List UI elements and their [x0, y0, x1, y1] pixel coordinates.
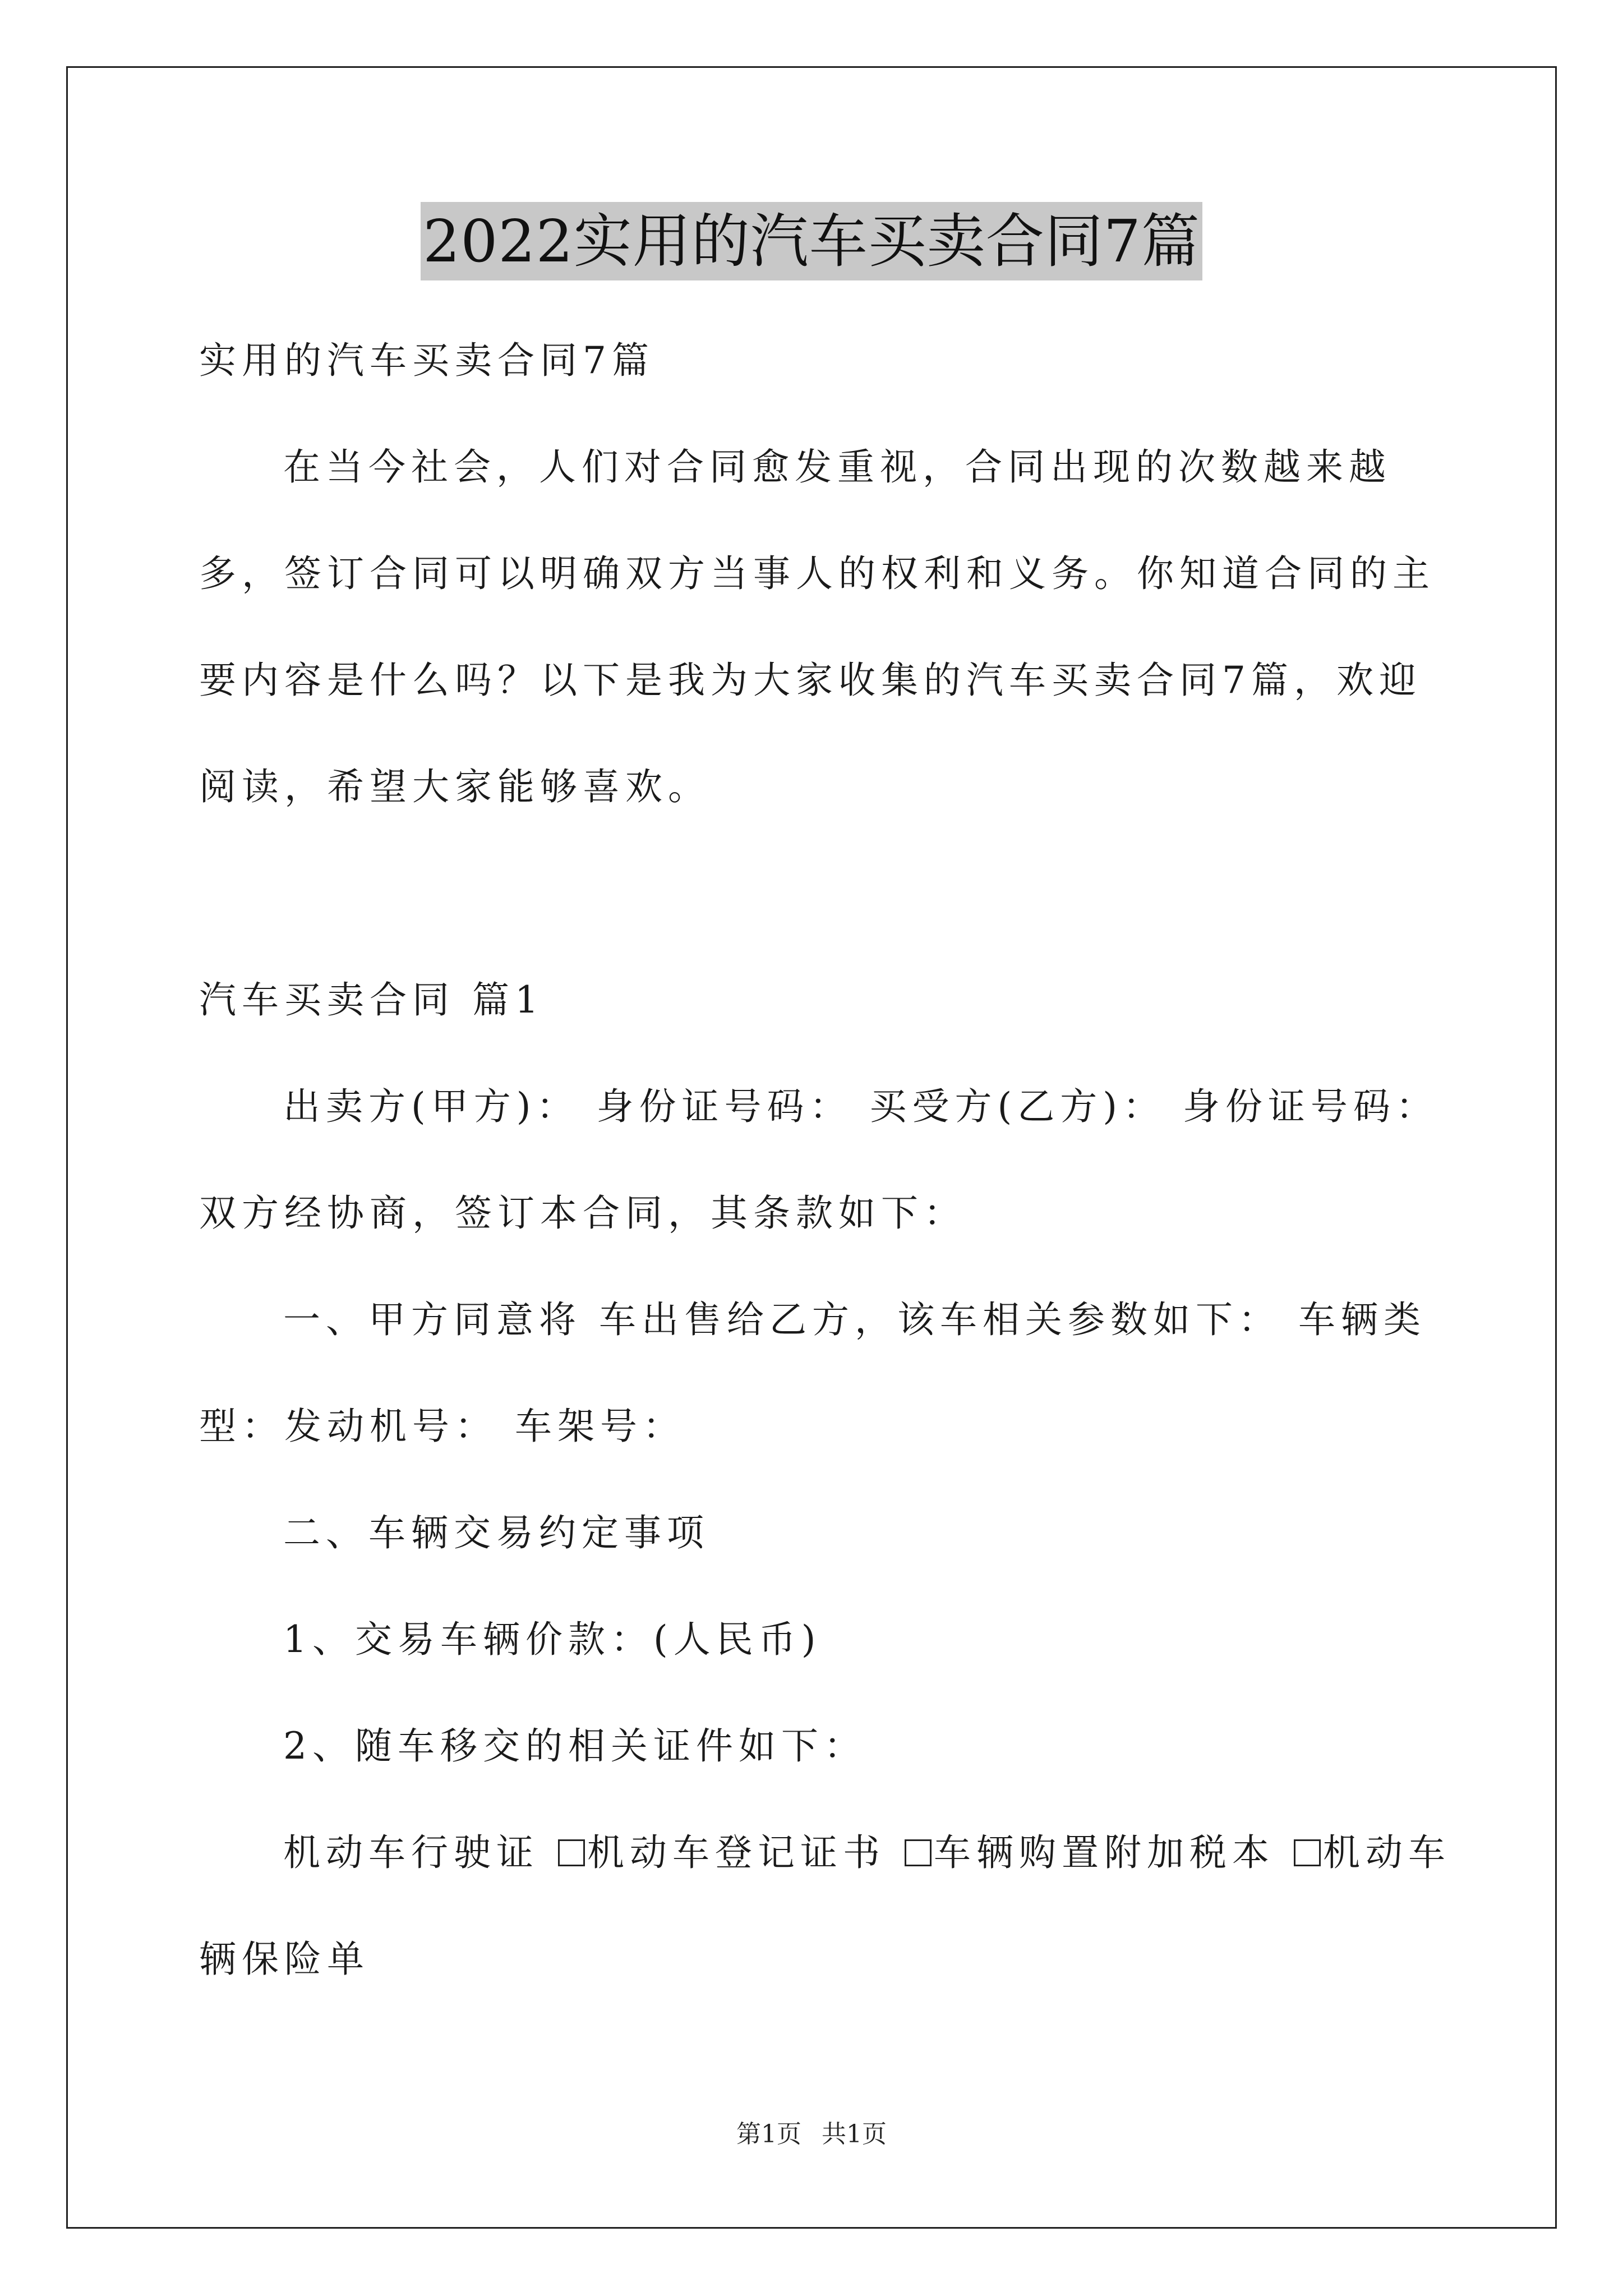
- clause-two-heading: 二、车辆交易约定事项: [283, 1511, 709, 1554]
- checkbox-icon[interactable]: [558, 1839, 585, 1866]
- document-body: [199, 307, 1455, 2013]
- item-two-paragraph: 2、随车移交的相关证件如下：: [283, 1724, 866, 1768]
- doc-purchase-tax: 车辆购置附加税本: [934, 1831, 1275, 1874]
- clause-one-paragraph: 一、甲方同意将 车出售给乙方，该车相关参数如下： 车辆类型：发动机号： 车架号：: [199, 1298, 1426, 1448]
- doc-insurance-policy: 机动车辆保险单: [199, 1831, 1451, 1981]
- page-footer: [0, 2118, 1623, 2151]
- section-heading: 汽车买卖合同 篇1: [199, 978, 544, 1022]
- item-one-paragraph: 1、交易车辆价款：(人民币): [283, 1618, 822, 1661]
- title-container: [0, 202, 1623, 280]
- checkbox-icon[interactable]: [1294, 1839, 1321, 1866]
- documents-list: [199, 1800, 1455, 2013]
- checkbox-icon[interactable]: [905, 1839, 932, 1866]
- intro-paragraph: 在当今社会，人们对合同愈发重视，合同出现的次数越来越多，签订合同可以明确双方当事人的权利和义务。你知道合同的主要内容是什么吗？以下是我为大家收集的汽车买卖合同7篇，欢迎阅读，希望大家能够喜欢。: [199, 445, 1435, 808]
- subtitle: 实用的汽车买卖合同7篇: [199, 339, 654, 382]
- doc-registration-certificate: 机动车登记证书: [587, 1831, 886, 1874]
- page-number-total: 共1页: [822, 2120, 887, 2148]
- parties-paragraph: 出卖方(甲方)： 身份证号码： 买受方(乙方)： 身份证号码：: [283, 1085, 1438, 1128]
- agreement-paragraph: 双方经协商，签订本合同，其条款如下：: [199, 1191, 966, 1235]
- paragraph-gap: [199, 840, 1455, 947]
- page-number-current: 第1页: [736, 2120, 801, 2148]
- document-title: 2022实用的汽车买卖合同7篇: [421, 202, 1202, 280]
- doc-vehicle-license: 机动车行驶证: [283, 1831, 539, 1874]
